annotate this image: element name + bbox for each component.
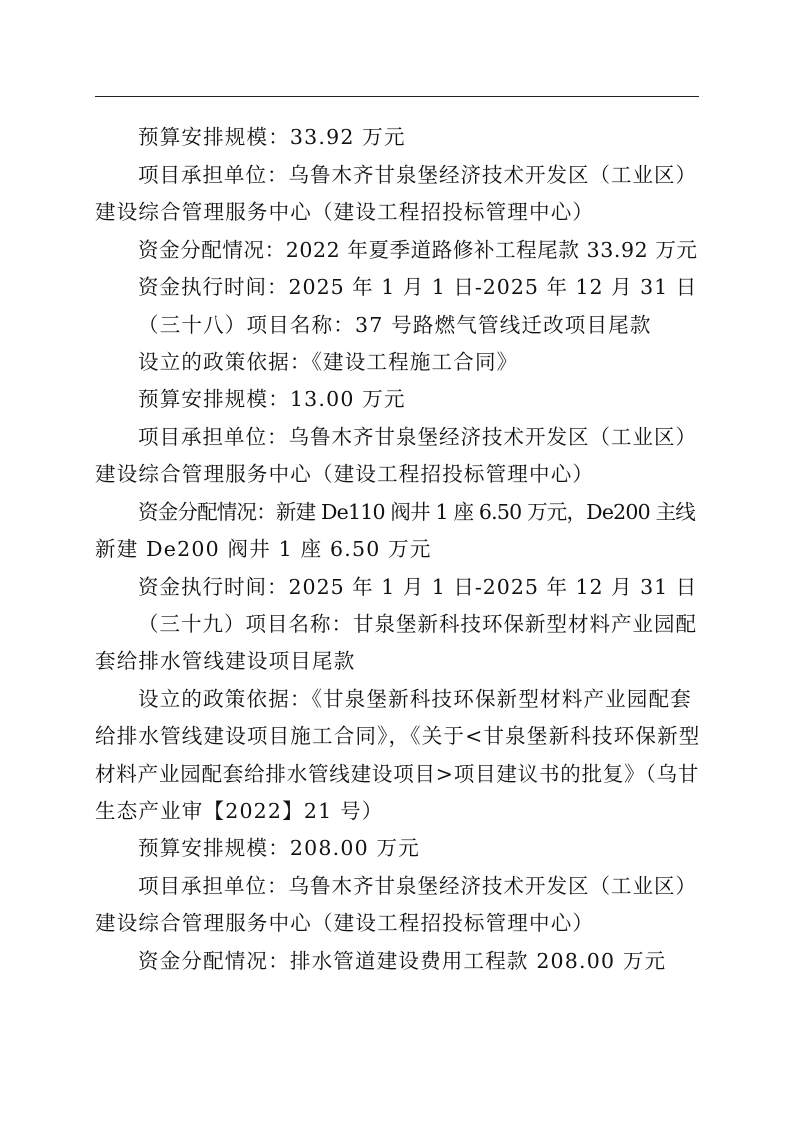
policy-basis-39-cont-3: 生态产业审【2022】21 号）: [95, 799, 384, 823]
responsible-unit-38-cont: 建设综合管理服务中心（建设工程招投标管理中心）: [95, 462, 595, 486]
policy-basis-39-cont-2: 材料产业园配套给排水管线建设项目>项目建议书的批复》（乌甘: [95, 762, 700, 786]
fund-allocation-37: 资金分配情况：2022 年夏季道路修补工程尾款 33.92 万元: [138, 238, 698, 262]
project-heading-39-cont: 套给排水管线建设项目尾款: [95, 649, 356, 673]
project-heading-38: （三十八）项目名称：37 号路燃气管线迁改项目尾款: [138, 313, 652, 337]
budget-scale-37: 预算安排规模：33.92 万元: [138, 125, 406, 149]
responsible-unit-39-cont: 建设综合管理服务中心（建设工程招投标管理中心）: [95, 911, 595, 935]
budget-scale-38: 预算安排规模：13.00 万元: [138, 387, 406, 411]
policy-basis-38: 设立的政策依据：《建设工程施工合同》: [138, 350, 519, 374]
header-rule: [95, 96, 699, 97]
fund-allocation-39: 资金分配情况：排水管道建设费用工程款 208.00 万元: [138, 949, 667, 973]
project-heading-39: （三十九）项目名称：甘泉堡新科技环保新型材料产业园配: [138, 612, 697, 636]
fund-allocation-38: 资金分配情况：新建 De110 阀井 1 座 6.50 万元，De200 主线: [138, 500, 695, 524]
policy-basis-39: 设立的政策依据：《甘泉堡新科技环保新型材料产业园配套: [138, 687, 692, 711]
budget-scale-39: 预算安排规模：208.00 万元: [138, 836, 420, 860]
responsible-unit-39: 项目承担单位：乌鲁木齐甘泉堡经济技术开发区（工业区）: [138, 874, 697, 898]
responsible-unit-37-cont: 建设综合管理服务中心（建设工程招投标管理中心）: [95, 200, 595, 224]
responsible-unit-38: 项目承担单位：乌鲁木齐甘泉堡经济技术开发区（工业区）: [138, 425, 697, 449]
fund-allocation-38-cont: 新建 De200 阀井 1 座 6.50 万元: [95, 537, 432, 561]
execution-time-38: 资金执行时间：2025 年 1 月 1 日-2025 年 12 月 31 日: [138, 575, 698, 599]
execution-time-37: 资金执行时间：2025 年 1 月 1 日-2025 年 12 月 31 日: [138, 275, 698, 299]
policy-basis-39-cont-1: 给排水管线建设项目施工合同》，《关于<甘泉堡新科技环保新型: [95, 724, 701, 748]
responsible-unit-37: 项目承担单位：乌鲁木齐甘泉堡经济技术开发区（工业区）: [138, 163, 697, 187]
